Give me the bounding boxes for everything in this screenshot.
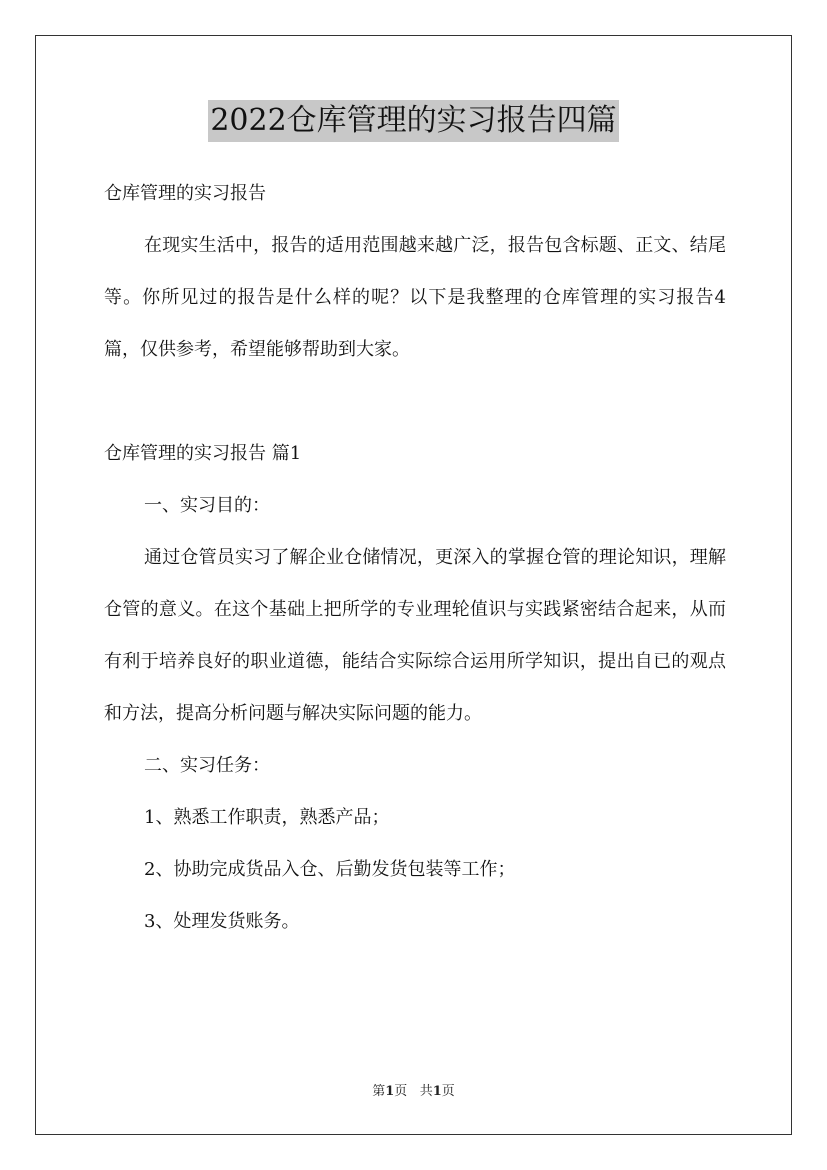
intro-heading: 仓库管理的实习报告	[104, 183, 266, 204]
page-label-suffix: 页	[394, 1084, 408, 1099]
page-number: 1	[385, 1084, 395, 1099]
purpose-paragraph: 通过仓管员实习了解企业仓储情况，更深入的掌握仓管的理论知识，理解仓管的意义。在这个基础上把所学的专业理轮值识与实践紧密结合起来，从而有利于培养良好的职业道德，能结合实际综合运用所学知识，提出自已的观点和方法，提高分析问题与解决实际问题的能力。	[104, 547, 726, 724]
task-item: 3、处理发货账务。	[144, 911, 300, 932]
tasks-heading: 二、实习任务：	[144, 755, 270, 776]
task-item: 1、熟悉工作职责，熟悉产品；	[144, 807, 390, 828]
purpose-heading: 一、实习目的：	[144, 495, 270, 516]
section-heading: 仓库管理的实习报告 篇1	[104, 443, 302, 464]
document-title: 2022仓库管理的实习报告四篇	[208, 100, 618, 142]
total-label-suffix: 页	[441, 1084, 455, 1099]
title-container	[0, 100, 827, 142]
page-label-prefix: 第	[372, 1084, 386, 1099]
total-label-prefix: 共	[419, 1084, 433, 1099]
total-pages: 1	[432, 1084, 442, 1099]
task-item: 2、协助完成货品入仓、后勤发货包装等工作；	[144, 859, 516, 880]
page-footer	[0, 1083, 827, 1101]
intro-paragraph: 在现实生活中，报告的适用范围越来越广泛，报告包含标题、正文、结尾等。你所见过的报告是什么样的呢？以下是我整理的仓库管理的实习报告4篇，仅供参考，希望能够帮助到大家。	[104, 235, 726, 360]
document-body	[104, 168, 726, 948]
